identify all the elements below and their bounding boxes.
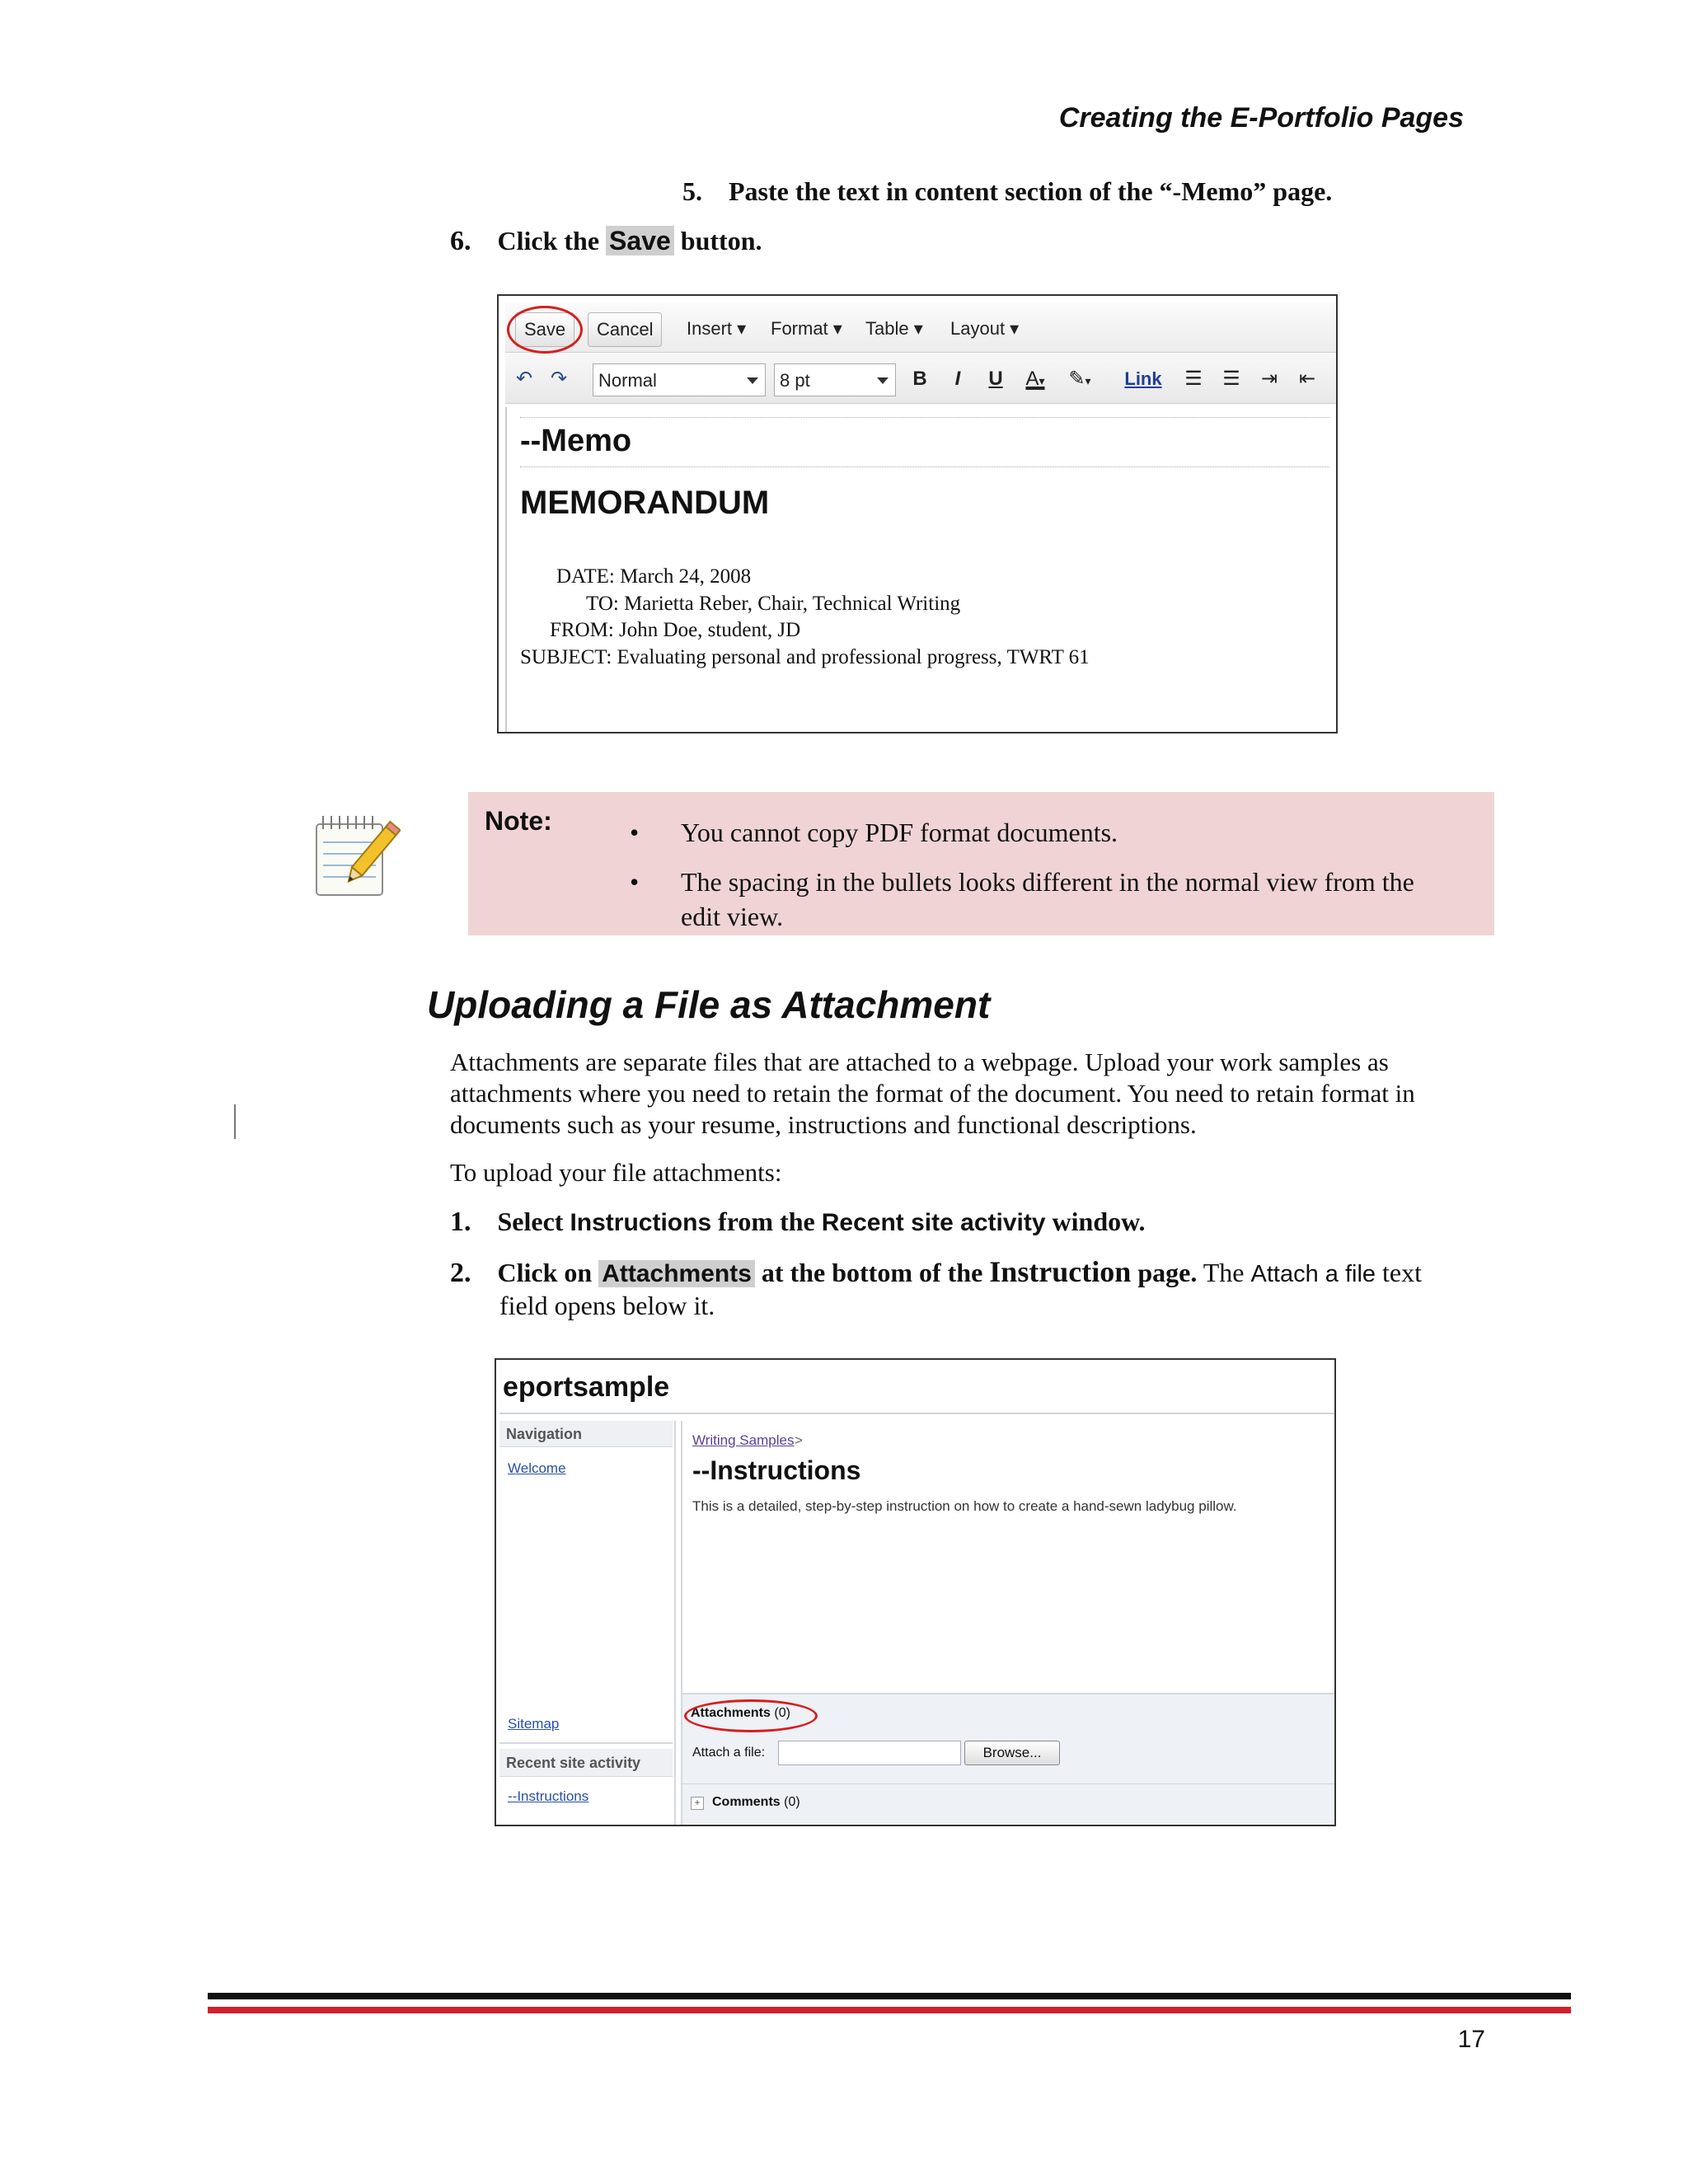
italic-button[interactable]: I [954, 368, 961, 390]
breadcrumb-link[interactable]: Writing Samples [692, 1432, 795, 1448]
attachments-panel [682, 1693, 1334, 1826]
indent-icon[interactable]: ⇥ [1260, 368, 1278, 390]
upload-intro: To upload your file attachments: [450, 1158, 782, 1187]
memo-heading: MEMORANDUM [520, 485, 770, 521]
insert-menu[interactable]: Insert ▾ [687, 318, 747, 339]
table-menu[interactable]: Table ▾ [865, 318, 923, 339]
underline-button[interactable]: U [988, 368, 1003, 390]
para-line-2: attachments where you need to retain the format of the document. You need to retain format in [450, 1079, 1415, 1108]
note-box [468, 792, 1494, 935]
navigation-header: Navigation [499, 1421, 673, 1447]
notepad-pencil-icon [310, 809, 401, 900]
recent-activity-header: Recent site activity [499, 1749, 673, 1777]
page-description: This is a detailed, step-by-step instruction on how to create a hand-sewn ladybug pillow. [692, 1498, 1237, 1514]
attachments-toggle[interactable]: Attachments (0) [691, 1706, 790, 1720]
step-number: 1. [450, 1207, 471, 1237]
ui-term: Instruction [989, 1255, 1132, 1288]
nav-welcome-link[interactable]: Welcome [508, 1460, 566, 1476]
link-button[interactable]: Link [1124, 368, 1162, 389]
step-2-cont: field opens below it. [499, 1291, 715, 1320]
highlight-icon[interactable]: ✎▾ [1068, 368, 1091, 390]
browse-button[interactable]: Browse... [964, 1741, 1060, 1765]
save-highlight: Save [606, 226, 674, 255]
step-text: The [1203, 1258, 1245, 1287]
change-bar [234, 1104, 236, 1139]
site-name: eportsample [503, 1371, 670, 1403]
ui-term: Instructions [570, 1209, 712, 1236]
page-number: 17 [1457, 2026, 1485, 2053]
step-text-post: button. [680, 226, 762, 255]
attachments-highlight-ring [684, 1699, 818, 1732]
step-number: 2. [450, 1258, 471, 1288]
ui-term: Recent site activity [821, 1209, 1046, 1236]
font-size-select[interactable]: 8 pt [774, 363, 896, 396]
note-bullet-2-cont: edit view. [681, 902, 784, 931]
page-title: --Memo [520, 424, 632, 458]
footer-rule-red [208, 2007, 1571, 2013]
cancel-button[interactable]: Cancel [588, 312, 662, 347]
running-header: Creating the E-Portfolio Pages [1058, 102, 1464, 134]
step-text: window. [1052, 1207, 1146, 1236]
sidebar [499, 1421, 676, 1825]
step-5 [682, 176, 1332, 207]
comments-toggle[interactable]: Comments (0) [712, 1795, 800, 1809]
attachments-highlight: Attachments [598, 1260, 755, 1287]
editor-toolbar-format [505, 354, 1336, 404]
section-heading: Uploading a File as Attachment [427, 983, 991, 1026]
para-line-3: documents such as your resume, instructions and functional descriptions. [450, 1110, 1197, 1139]
note-bullet-1: You cannot copy PDF format documents. [681, 818, 1118, 847]
bold-button[interactable]: B [912, 368, 927, 390]
ui-term: Attach a file [1250, 1261, 1376, 1287]
style-select[interactable]: Normal [593, 363, 766, 396]
editor-content-area[interactable] [505, 407, 1336, 732]
main-content [681, 1421, 1334, 1825]
breadcrumb-separator: > [795, 1432, 803, 1448]
layout-menu[interactable]: Layout ▾ [950, 318, 1020, 339]
footer-rule-black [208, 1993, 1571, 1999]
step-2 [450, 1254, 1422, 1289]
step-text: Select [497, 1207, 564, 1236]
page-title: --Instructions [692, 1455, 861, 1485]
recent-instructions-link[interactable]: --Instructions [508, 1788, 589, 1804]
nav-sitemap-link[interactable]: Sitemap [508, 1716, 560, 1732]
save-highlight-ring [507, 306, 583, 354]
step-text: from the [718, 1207, 815, 1236]
undo-icon[interactable]: ↶ [515, 368, 533, 390]
attach-file-label: Attach a file: [692, 1746, 766, 1760]
format-menu[interactable]: Format ▾ [771, 318, 842, 339]
save-button[interactable]: Save [515, 312, 574, 347]
editor-screenshot [497, 294, 1338, 733]
numbered-list-icon[interactable]: ☰ [1184, 368, 1203, 390]
step-text-pre: Click the [497, 226, 600, 255]
step-1 [450, 1207, 1145, 1238]
memo-line-date: DATE: March 24, 2008 [556, 565, 752, 588]
para-line-1: Attachments are separate files that are attached to a webpage. Upload your work samples as [450, 1047, 1389, 1076]
redo-icon[interactable]: ↷ [550, 368, 568, 390]
note-label: Note: [485, 806, 552, 836]
bullet-dot: • [630, 867, 640, 897]
memo-line-subject: SUBJECT: Evaluating personal and professional progress, TWRT 61 [520, 646, 1090, 668]
step-number: 6. [450, 226, 471, 256]
step-text: Click on [497, 1258, 593, 1287]
bullet-dot: • [630, 818, 640, 847]
attach-file-input[interactable] [778, 1741, 961, 1765]
bullet-list-icon[interactable]: ☰ [1222, 368, 1240, 390]
font-color-button[interactable]: A▾ [1025, 368, 1045, 390]
memo-line-from: FROM: John Doe, student, JD [550, 619, 801, 641]
step-text: Paste the text in content section of the “-Memo” page. [729, 176, 1333, 206]
step-text: page. [1137, 1258, 1198, 1287]
site-screenshot [495, 1358, 1336, 1826]
comments-expand-icon[interactable]: + [691, 1797, 704, 1810]
step-text: text [1382, 1258, 1422, 1287]
outdent-icon[interactable]: ⇤ [1298, 368, 1316, 390]
memo-line-to: TO: Marietta Reber, Chair, Technical Writing [586, 593, 961, 615]
editor-toolbar-top [505, 302, 1336, 353]
step-6 [450, 226, 762, 257]
step-text: at the bottom of the [761, 1258, 983, 1287]
note-bullet-2: The spacing in the bullets looks different in the normal view from the [681, 867, 1414, 897]
step-number: 5. [682, 176, 702, 206]
